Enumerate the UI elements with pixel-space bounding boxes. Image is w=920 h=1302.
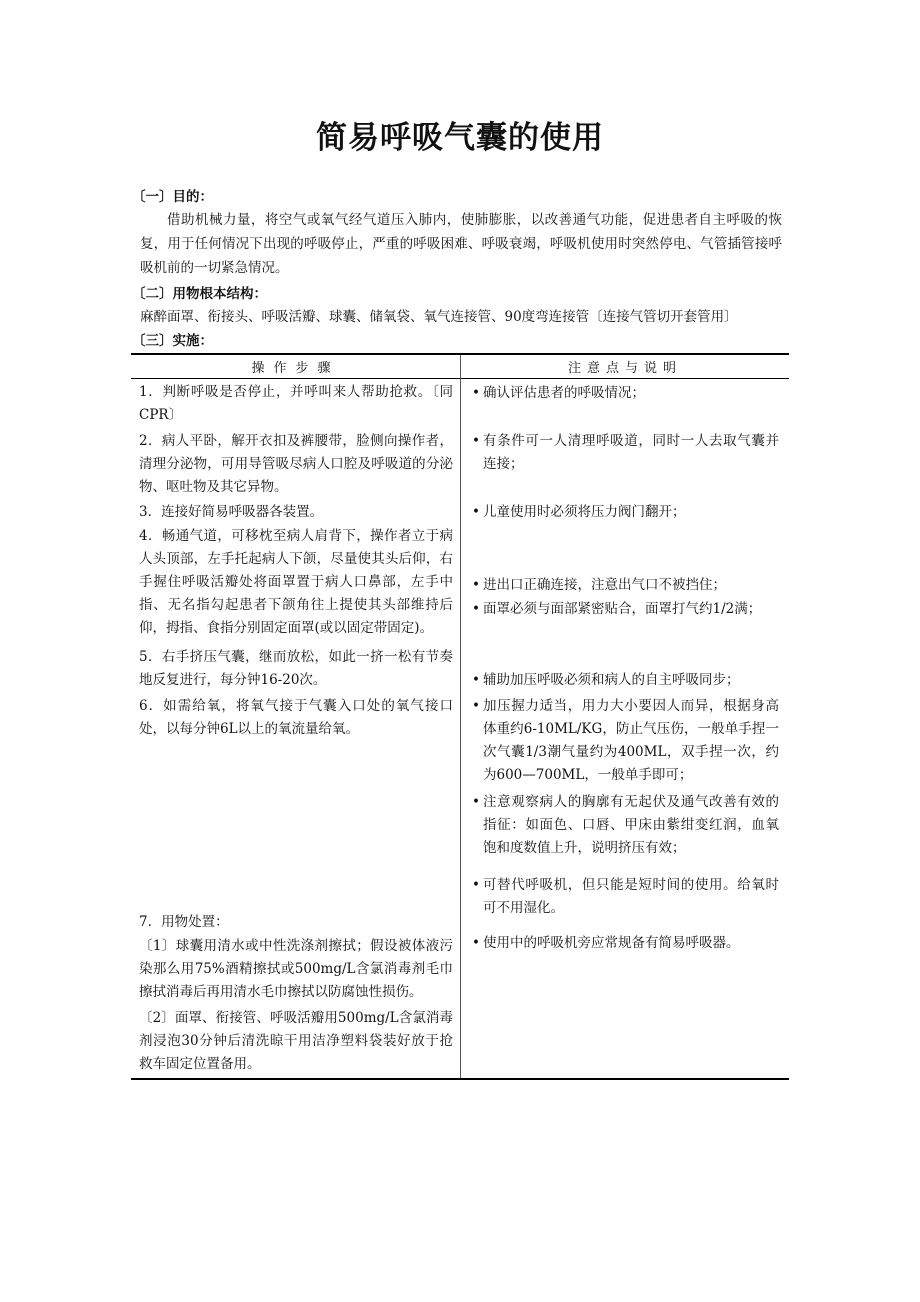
section-purpose-text: 借助机械力量，将空气或氧气经气道压入肺内，使肺膨胀，以改善通气功能，促进患者自主呼吸的恢复，用于任何情况下出现的呼吸停止，严重的呼吸困难、呼吸衰竭，呼吸机使用时突然停电、气管插管接呼吸机前的一切紧急情况。 — [140, 212, 782, 276]
note-2: 有条件可一人清理呼吸道，同时一人去取气囊并连接； — [483, 433, 779, 472]
note-10: 使用中的呼吸机旁应常规备有简易呼吸器。 — [483, 935, 740, 951]
note-3: 儿童使用时必须将压力阀门翻开； — [483, 504, 686, 520]
note-9: 可替代呼吸机，但只能是短时间的使用。给氧时可不用湿化。 — [483, 877, 779, 916]
step-6: 6．如需给氧，将氧气接于气囊入口处的氧气接口处，以每分钟6L以上的氧流量给氧。 — [139, 698, 453, 737]
note-6: 辅助加压呼吸必须和病人的自主呼吸同步； — [483, 672, 740, 688]
section-implementation-heading: 〔三〕实施： — [132, 333, 213, 349]
note-bullet: • — [472, 504, 480, 520]
note-bullet: • — [472, 577, 480, 593]
step-1: 1．判断呼吸是否停止，并呼叫来人帮助抢救。〔同CPR〕 — [139, 384, 453, 423]
note-bullet: • — [472, 601, 480, 617]
step-7-1: 〔1〕球囊用清水或中性洗涤剂擦拭；假设被体液污染那么用75%酒精擦拭或500mg/L含氯消毒剂毛巾擦拭消毒后再用清水毛巾擦拭以防腐蚀性损伤。 — [139, 938, 453, 1000]
note-bullet: • — [472, 877, 480, 893]
header-steps: 操作步骤 — [251, 361, 340, 376]
page-title: 简易呼吸气囊的使用 — [316, 120, 604, 156]
section-materials-heading: 〔二〕用物根本结构： — [132, 286, 267, 302]
step-4: 4．畅通气道，可移枕至病人肩背下，操作者立于病人头顶部，左手托起病人下颌，尽量使其头后仰，右手握住呼吸活瓣处将面罩置于病人口鼻部，左手中指、无名指勾起患者下颌角往上提使其头部维持后仰，拇指、食指分别固定面罩(或以固定带固定)。 — [139, 528, 453, 636]
step-7-2: 〔2〕面罩、衔接管、呼吸活瓣用500mg/L含氯消毒剂浸泡30分钟后清洗晾干用洁净塑料袋装好放于抢救车固定位置备用。 — [139, 1010, 453, 1072]
note-4: 进出口正确连接，注意出气口不被挡住； — [483, 577, 726, 593]
note-1: 确认评估患者的呼吸情况； — [483, 385, 645, 401]
header-notes: 注意点与说明 — [567, 361, 682, 376]
column-divider — [460, 355, 461, 1078]
note-bullet: • — [472, 433, 480, 449]
note-8: 注意观察病人的胸廓有无起伏及通气改善有效的指征：如面色、口唇、甲床由紫绀变红润，血氧饱和度数值上升，说明挤压有效； — [483, 794, 779, 856]
step-7: 7．用物处置： — [139, 914, 229, 930]
step-2: 2．病人平卧，解开衣扣及裤腰带，脸侧向操作者，清理分泌物，可用导管吸尽病人口腔及呼吸道的分泌物、呕吐物及其它异物。 — [139, 433, 453, 495]
note-5: 面罩必须与面部紧密贴合，面罩打气约1/2满； — [483, 601, 762, 617]
section-purpose-heading: 〔一〕目的： — [132, 189, 213, 205]
note-bullet: • — [472, 935, 480, 951]
note-bullet: • — [472, 698, 480, 714]
procedure-table — [131, 353, 789, 1080]
note-bullet: • — [472, 794, 480, 810]
note-bullet: • — [472, 385, 480, 401]
note-7: 加压握力适当，用力大小要因人而异，根据身高体重约6-10ML/KG，防止气压伤，一般单手捏一次气囊1/3潮气量约为400ML，双手捏一次，约为600—700ML，一般单手即可； — [483, 698, 779, 783]
step-5: 5．右手挤压气囊，继而放松，如此一挤一松有节奏地反复进行，每分钟16-20次。 — [139, 649, 453, 688]
step-3: 3．连接好简易呼吸器各装置。 — [139, 504, 324, 520]
section-materials-text: 麻醉面罩、衔接头、呼吸活瓣、球囊、储氧袋、氧气连接管、90度弯连接管〔连接气管切开套管用〕 — [140, 309, 738, 325]
note-bullet: • — [472, 672, 480, 688]
